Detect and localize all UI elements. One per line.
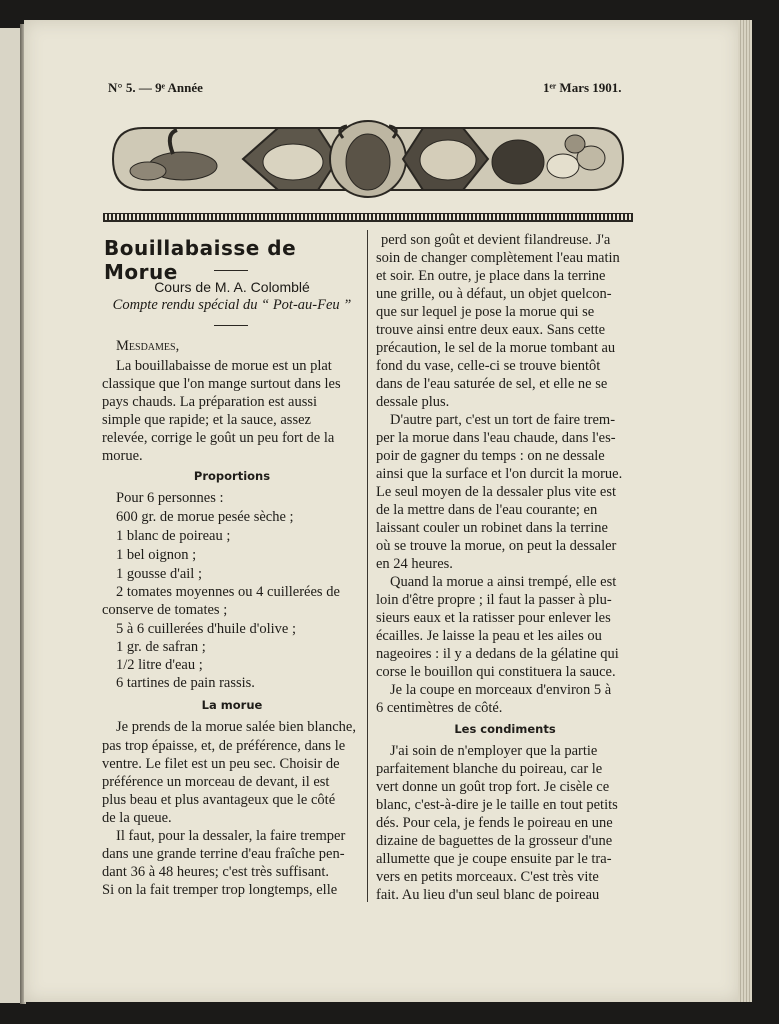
article-title: Bouillabaisse de Morue [104, 236, 297, 284]
text-line: fait. Au lieu d'un seul blanc de poireau [376, 887, 600, 903]
text-line: laissant couler un robinet dans la terrine [376, 520, 608, 536]
text-line: parfaitement blanche du poireau, car le [376, 761, 603, 777]
section-heading-condiments: Les condiments [454, 722, 556, 736]
text-line: D'autre part, c'est un tort de faire trem- [390, 412, 616, 428]
text-line: Je la coupe en morceaux d'environ 5 à [390, 682, 612, 698]
text-line: fond du vase, celle-ci se trouve bientôt [376, 358, 601, 374]
text-line: sieurs eaux et la ratisser pour enlever les [376, 610, 611, 626]
report-line: Compte rendu spécial du “ Pot-au-Feu ” [112, 297, 352, 313]
text-line: J'ai soin de n'employer que la partie [390, 743, 598, 759]
text-line: plus beau et plus avantageux que le côté [102, 792, 336, 808]
text-line: et soir. En outre, je place dans la terrine [376, 268, 606, 284]
text-line: morue. [102, 448, 143, 464]
text-line: dessale plus. [376, 394, 450, 410]
text-line: poir de gagner du temps : on ne dessale [376, 448, 605, 464]
ingredient-line: 6 tartines de pain rassis. [116, 675, 255, 691]
text-line: ainsi que la surface et l'on durcit la morue. [376, 466, 623, 482]
text-line: loin d'être propre ; il faut la passer à plu- [376, 592, 612, 608]
text-line: vert donne un goût trop fort. Je cisèle ce [376, 779, 610, 795]
text-line: de la queue. [102, 810, 172, 826]
text-line: Il faut, pour la dessaler, la faire tremper [116, 828, 346, 844]
text-line: vers en petits morceaux. C'est très vite [376, 869, 599, 885]
ingredient-line: 1 blanc de poireau ; [116, 528, 231, 544]
text-line: corse le bouillon qui constituera la sauce. [376, 664, 616, 680]
text-line: écailles. Je laisse la peau et les ailes ou [376, 628, 602, 644]
ornamental-rule [103, 213, 633, 221]
text-line: blanc, c'est-à-dire je le taille en tout petits [376, 797, 618, 813]
ingredient-line: 1/2 litre d'eau ; [116, 657, 203, 673]
section-heading-proportions: Proportions [193, 469, 271, 483]
ingredient-line: Pour 6 personnes : [116, 490, 224, 506]
text-line: classique que l'on mange surtout dans les [102, 376, 341, 392]
text-line: pays chauds. La préparation est aussi [102, 394, 318, 410]
text-line: simple que rapide; et la sauce, assez [102, 412, 311, 428]
text-line: dés. Pour cela, je fends le poireau en une [376, 815, 613, 831]
title-rule [214, 270, 248, 271]
turkey-icon [492, 140, 544, 184]
text-line: Si on la fait tremper trop longtemps, elle [102, 882, 338, 898]
bull-icon [330, 121, 406, 197]
text-line: nageoires : il y a dedans de la gélatine qui [376, 646, 619, 662]
text-line: relevée, corrige le goût un peu fort de la [102, 430, 335, 446]
course-line: Cours de M. A. Colomblé [154, 279, 310, 295]
text-line: 6 centimètres de côté. [376, 700, 503, 716]
text-line: en 24 heures. [376, 556, 453, 572]
ingredient-line: conserve de tomates ; [102, 602, 228, 618]
column-divider [367, 230, 368, 902]
issue-number: N° 5. — 9ᵉ Année [108, 80, 203, 95]
text-line: une grille, ou à défaut, un objet quelcon- [376, 286, 612, 302]
text-line: dizaine de baguettes de la grosseur d'une [376, 833, 613, 849]
text-line: Quand la morue a ainsi trempé, elle est [390, 574, 617, 590]
ingredient-line: 600 gr. de morue pesée sèche ; [116, 509, 294, 525]
ingredient-line: 2 tomates moyennes ou 4 cuillerées de [116, 584, 340, 600]
text-line: précaution, le sel de la morue tombant au [376, 340, 616, 356]
text-line: La bouillabaisse de morue est un plat [116, 358, 332, 374]
text-line: de la mettre dans de l'eau courante; en [376, 502, 598, 518]
text-line: où se trouve la morue, on peut la dessaler [376, 538, 617, 554]
text-line: per la morue dans l'eau chaude, dans l'es- [376, 430, 616, 446]
page-stack-edge [738, 20, 752, 1002]
adjacent-page-edge [0, 28, 21, 1003]
text-line: perd son goût et devient filandreuse. J'a [381, 232, 611, 248]
ingredient-line: 1 bel oignon ; [116, 547, 197, 563]
text-line: dans de l'eau saturée de sel, et elle ne se [376, 376, 608, 392]
salutation: Mesdames, [116, 338, 180, 354]
text-line: préférence un morceau de devant, il est [102, 774, 330, 790]
text-line: ventre. Le filet est un peu sec. Choisir de [102, 756, 340, 772]
section-heading-morue: La morue [201, 698, 263, 712]
text-line: dant 36 à 48 heures; c'est très suffisant. [102, 864, 330, 880]
text-line: dans une grande terrine d'eau fraîche pen- [102, 846, 345, 862]
text-line: Je prends de la morue salée bien blanche, [116, 719, 356, 735]
ingredient-line: 5 à 6 cuillerées d'huile d'olive ; [116, 621, 296, 637]
ingredient-line: 1 gr. de safran ; [116, 639, 206, 655]
issue-date: 1ᵉʳ Mars 1901. [543, 80, 622, 95]
subtitle-rule [214, 325, 248, 326]
ingredient-line: 1 gousse d'ail ; [116, 566, 202, 582]
text-line: soin de changer complètement l'eau matin [376, 250, 620, 266]
animal-banner [103, 116, 633, 202]
text-line: allumette que je coupe ensuite par le tra- [376, 851, 612, 867]
text-line: que sur lequel je pose la morue qui se [376, 304, 595, 320]
text-line: Le seul moyen de la dessaler plus vite est [376, 484, 616, 500]
text-line: pas trop épaisse, et, de préférence, dans le [102, 738, 346, 754]
text-line: trouve ainsi entre deux eaux. Sans cette [376, 322, 606, 338]
rule-line [103, 221, 633, 222]
